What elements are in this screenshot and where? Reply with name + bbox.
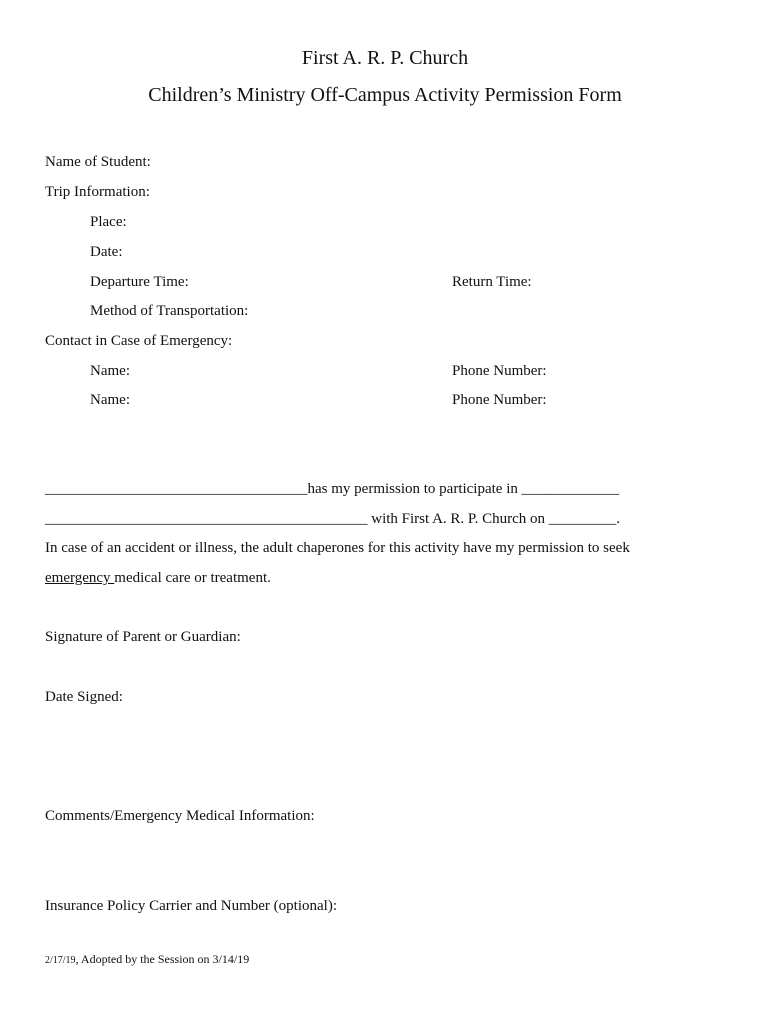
date-signed-label: Date Signed: (45, 689, 123, 705)
footer-adopted: , Adopted by the Session on 3/14/19 (75, 952, 250, 966)
medical-consent-text: In case of an accident or illness, the adult chaperones for this activity have my permission to seek (45, 540, 630, 556)
emergency-underlined: emergency (45, 570, 115, 586)
name-of-student-label: Name of Student: (45, 154, 151, 170)
contact-1-name-label: Name: (90, 363, 130, 379)
church-name: First A. R. P. Church (301, 47, 469, 69)
contact-2-phone-label: Phone Number: (452, 392, 547, 408)
insurance-label: Insurance Policy Carrier and Number (optional): (45, 898, 337, 914)
signature-label: Signature of Parent or Guardian: (45, 629, 241, 645)
contact-1-phone-label: Phone Number: (452, 363, 547, 379)
activity-blank: _____________ (521, 481, 620, 497)
activity-date-blank: _________. (548, 511, 621, 527)
permission-line-1 (45, 481, 619, 498)
transportation-label: Method of Transportation: (90, 303, 249, 319)
emergency-contact-label: Contact in Case of Emergency: (45, 333, 233, 349)
place-label: Place: (90, 214, 127, 230)
medical-care-text: medical care or treatment. (114, 570, 271, 586)
return-time-label: Return Time: (452, 274, 532, 290)
footer-note (45, 952, 249, 967)
permission-text-2: with First A. R. P. Church on (367, 511, 549, 527)
departure-time-label: Departure Time: (90, 274, 189, 290)
trip-information-label: Trip Information: (45, 184, 150, 200)
contact-2-name-label: Name: (90, 392, 130, 408)
student-name-blank: ___________________________________ (45, 481, 308, 497)
form-title: Children’s Ministry Off-Campus Activity Permission Form (148, 84, 622, 106)
permission-text-1: has my permission to participate in (307, 481, 522, 497)
footer-date: 2/17/19 (45, 955, 76, 966)
activity-continued-blank: ___________________________________________ (45, 511, 368, 527)
medical-consent-line-2 (45, 570, 271, 587)
date-label: Date: (90, 244, 123, 260)
comments-label: Comments/Emergency Medical Information: (45, 808, 315, 824)
permission-line-2 (45, 511, 620, 528)
